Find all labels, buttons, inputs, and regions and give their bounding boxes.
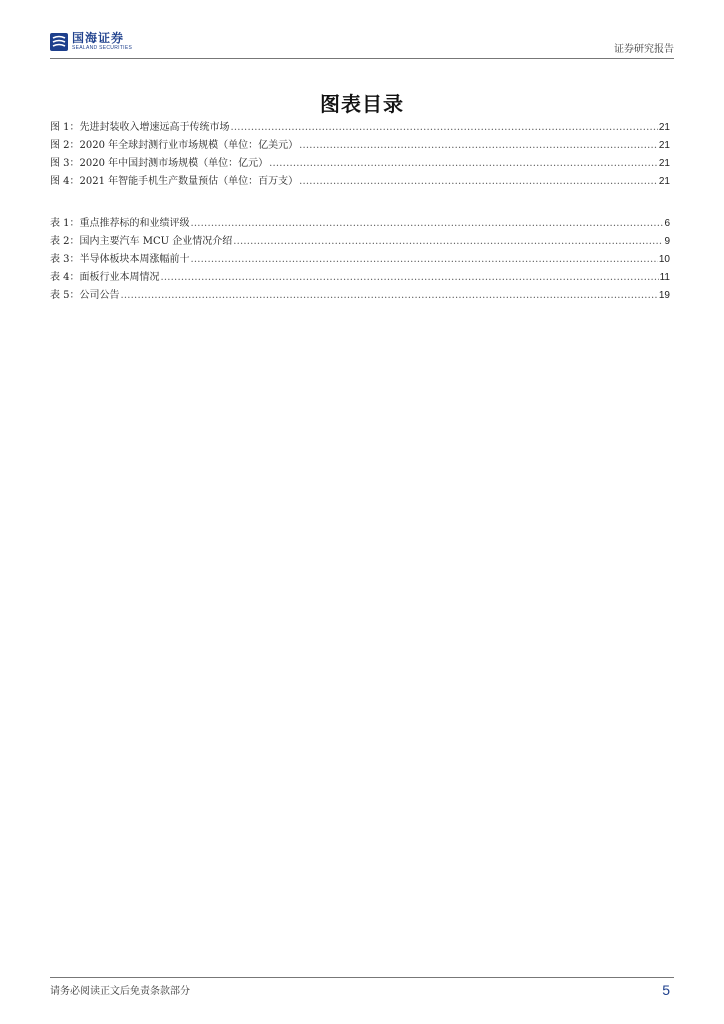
- page-header: [50, 30, 674, 58]
- toc-entry-label: 表 3：半导体板块本周涨幅前十: [50, 254, 190, 265]
- toc-entry-table-1[interactable]: [50, 215, 670, 233]
- footer-disclaimer: 请务必阅读正文后免责条款部分: [50, 986, 190, 997]
- toc-leader-dots: [299, 173, 658, 191]
- toc-leader-dots: [191, 251, 658, 269]
- toc-entry-figure-3[interactable]: [50, 155, 670, 173]
- toc-entry-page: 19: [658, 290, 670, 301]
- toc-entry-label: 表 5：公司公告: [50, 290, 120, 301]
- toc-entry-table-3[interactable]: [50, 251, 670, 269]
- toc-entry-label: 表 2：国内主要汽车 MCU 企业情况介绍: [50, 236, 233, 247]
- toc-entry-figure-1[interactable]: [50, 119, 670, 137]
- logo-english-name: SEALAND SECURITIES: [72, 45, 133, 51]
- toc-entry-page: 21: [658, 158, 670, 169]
- toc-entry-table-5[interactable]: [50, 287, 670, 305]
- toc-entry-figure-2[interactable]: [50, 137, 670, 155]
- sealand-logo-icon: [50, 33, 68, 51]
- toc-entry-label: 表 4：面板行业本周情况: [50, 272, 160, 283]
- company-logo: [50, 32, 132, 51]
- toc-leader-dots: [161, 269, 659, 287]
- header-divider: [50, 58, 674, 59]
- toc-entry-figure-4[interactable]: [50, 173, 670, 191]
- toc-entry-page: 9: [664, 236, 670, 247]
- toc-leader-dots: [299, 137, 658, 155]
- toc-entry-page: 21: [658, 140, 670, 151]
- page-number: 5: [662, 982, 670, 998]
- toc-leader-dots: [233, 233, 663, 251]
- table-list: [50, 215, 670, 305]
- report-type-label: 证券研究报告: [614, 44, 674, 55]
- footer-divider: [50, 977, 674, 978]
- toc-entry-label: 图 2：2020 年全球封测行业市场规模（单位：亿美元）: [50, 140, 299, 151]
- toc-entry-page: 10: [658, 254, 670, 265]
- toc-entry-page: 21: [658, 122, 670, 133]
- figure-list: [50, 119, 670, 191]
- page-title: 图表目录: [320, 92, 404, 116]
- toc-entry-table-4[interactable]: [50, 269, 670, 287]
- toc-entry-label: 表 1：重点推荐标的和业绩评级: [50, 218, 190, 229]
- toc-entry-page: 11: [659, 272, 670, 283]
- toc-entry-page: 6: [664, 218, 670, 229]
- toc-entry-page: 21: [658, 176, 670, 187]
- toc-entry-label: 图 4：2021 年智能手机生产数量预估（单位：百万支）: [50, 176, 299, 187]
- toc-entry-table-2[interactable]: [50, 233, 670, 251]
- toc-leader-dots: [231, 119, 658, 137]
- toc-leader-dots: [191, 215, 664, 233]
- toc-leader-dots: [121, 287, 658, 305]
- toc-entry-label: 图 1：先进封装收入增速远高于传统市场: [50, 122, 230, 133]
- logo-chinese-name: 国海证券: [72, 31, 125, 45]
- toc-entry-label: 图 3：2020 年中国封测市场规模（单位：亿元）: [50, 158, 269, 169]
- toc-leader-dots: [269, 155, 658, 173]
